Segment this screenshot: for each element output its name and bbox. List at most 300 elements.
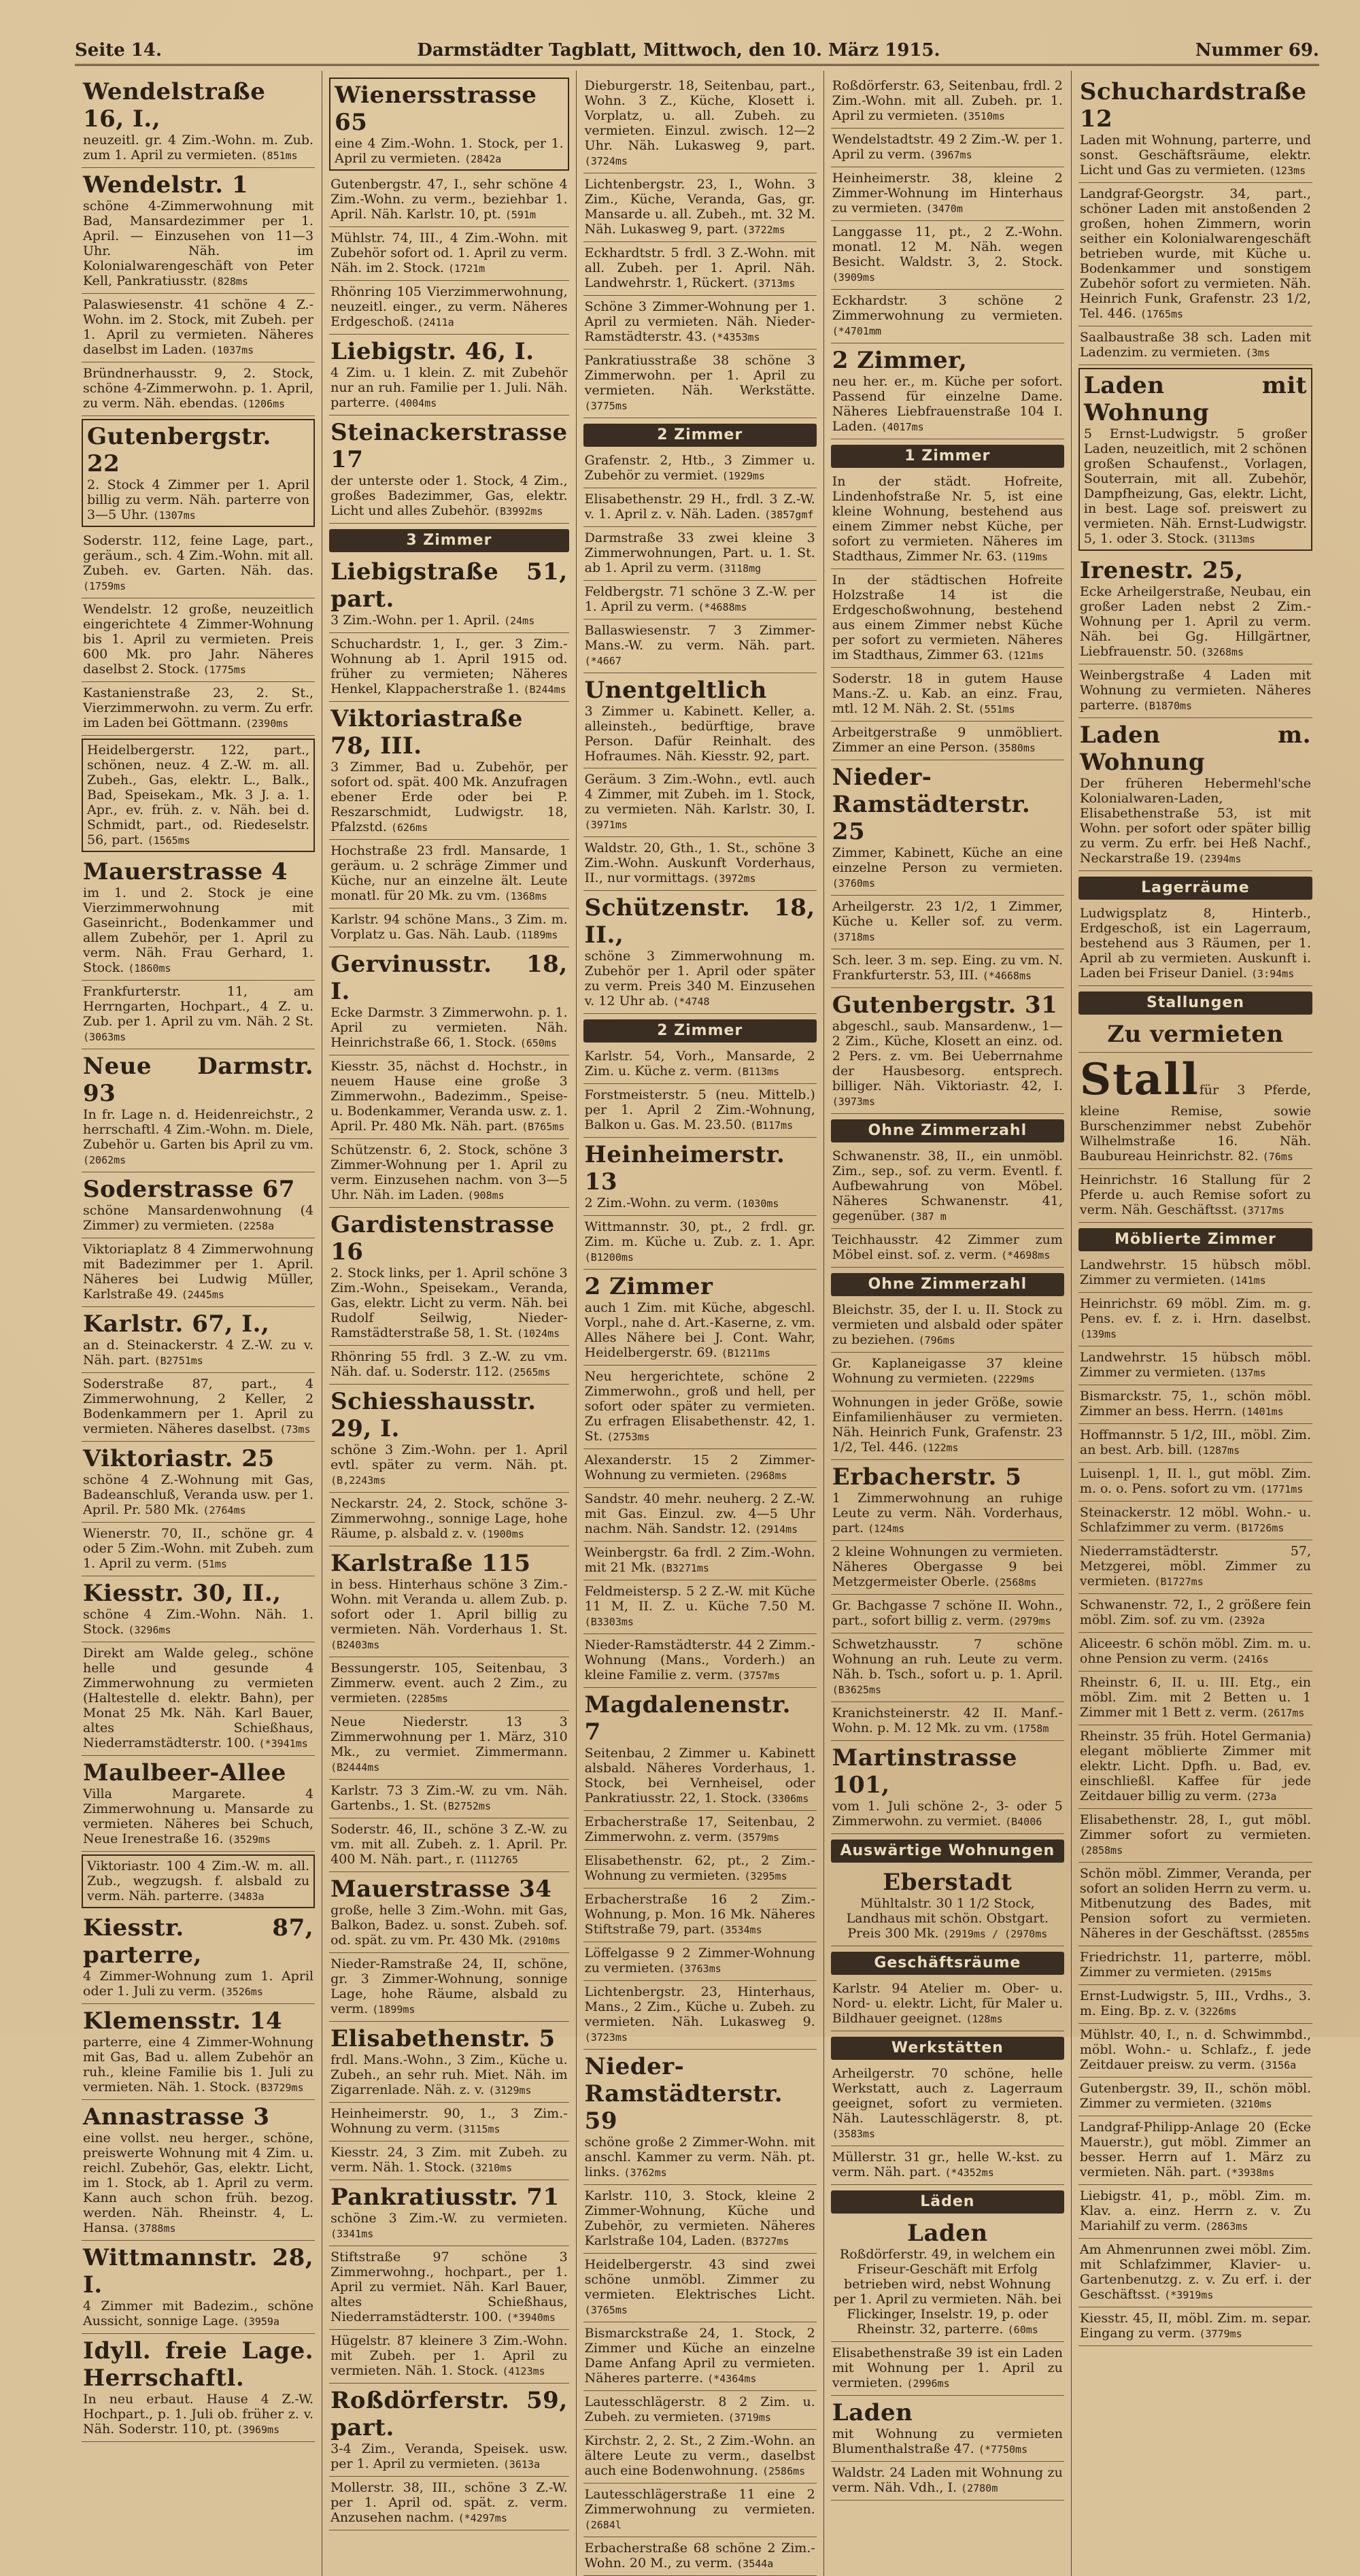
ad-reference-code: (3470m [925,203,963,215]
classified-ad [82,1523,315,1576]
ad-reference-code: (3775ms [584,400,628,412]
ad-text: Nieder-Ramstädterstr. 44 2 Zimm.-Wohnung (Mans., Vorderh.) an kleine Familie z. verm. [584,1638,815,1682]
ad-headline: Klemensstr. 14 [83,2007,283,2035]
ad-reference-code: (2062ms [83,1154,126,1166]
ad-reference-code: (2586ms [762,2465,806,2477]
ad-text: Zimmer, Kabinett, Küche an eine einzelne Person zu vermieten. [832,845,1063,875]
ad-text: Ernst-Ludwigstr. 5, III., Vrdhs., 3. m. Eing. Bp. z. v. [1079,1988,1311,2018]
classified-ad [329,2022,569,2103]
ad-text: Karlstr. 94 Atelier m. Ober- u. Nord- u. elektr. Licht, für Maler u. Bildhauer geeignet. [832,1981,1063,2026]
ad-reference-code: (2915ms [1229,1967,1272,1979]
ad-text: Bessungerstr. 105, Seitenbau, 3 Zimmerw. event. auch 2 Zim., zu vermieten. [330,1661,568,1706]
ad-reference-code: (2445ms [181,1289,224,1301]
classified-ad [1078,2116,1312,2185]
ad-text: Soderstr. 112, feine Lage, part., geräum., sch. 4 Zim.-Wohn. mit all. Zubeh. ev. Garten. Näh. das. [83,533,314,578]
ad-reference-code: (B4006 [1005,1816,1042,1828]
ad-reference-code: (1206ms [241,398,286,410]
ad-text: Feldbergstr. 71 schöne 3 Z.-W. per 1. April zu verm. [584,584,815,614]
classified-ad [831,167,1064,221]
classified-ad [82,1172,315,1238]
classified-ad [82,362,315,416]
ad-reference-code: (3268ms [1200,646,1244,658]
ad-reference-code: (1030ms [736,1198,779,1210]
ad-reference-code: (2411a [417,316,454,328]
ad-text: Teichhausstr. 42 Zimmer zum Möbel einst. sof. z. verm. [832,1232,1063,1262]
ad-reference-code: (3063ms [83,1031,126,1043]
issue-number: Nummer 69. [1195,40,1319,61]
ad-reference-code: (1112765 [469,1854,518,1866]
ad-reference-code: (B3625ms [832,1684,882,1696]
classified-ad [1078,1633,1312,1672]
ad-text: Lautesschlägerstr. 8 2 Zim. u. Zubeh. zu vermieten. [584,2394,815,2424]
classified-ad [583,1366,817,1449]
ad-reference-code: (76ms [1262,1151,1293,1163]
classified-ad [82,168,315,294]
ad-headline: Roßdörferstr. 59, part. [330,2387,568,2441]
ad-text: schöne große 2 Zimmer-Wohn. mit anschl. Kammer zu verm. Näh. pt. links. [584,2135,815,2180]
ad-text: Weinbergstr. 6a frdl. 2 Zim.-Wohn. mit 21 Mk. [584,1545,815,1575]
classified-ad [1078,2307,1312,2346]
ad-reference-code: (551ms [978,703,1015,715]
ad-text: Elisabethenstr. 29 H., frdl. 3 Z.-W. v. 1. April z. v. Näh. Laden. [584,492,815,522]
ad-reference-code: (73ms [279,1423,311,1436]
classified-ad [583,1216,817,1270]
ad-text: 2. Stock links, per 1. April schöne 3 Zim.-Wohn., Speisekam., Veranda, Gas, elektr. Licht zu verm. Näh. bei Rudolf Seilwig, Nieder-Ramstädterstraße 58, 1. St. [330,1266,568,1340]
classified-ad [583,1850,817,1888]
classified-ad [82,1307,315,1373]
ad-text: Erbacherstraße 16 2 Zim.-Wohnung, p. Mon. 16 Mk. Näheres Stiftstraße 79, part. [584,1892,815,1937]
ad-reference-code: (B3271ms [660,1562,709,1574]
classified-ad [1078,1424,1312,1463]
ad-text: Forstmeisterstr. 5 (neu. Mittelb.) per 1. April 2 Zim.-Wohnung, Balkon u. Gas. M. 23.50. [584,1087,815,1132]
ad-text: Heinheimerstr. 38, kleine 2 Zimmer-Wohnung im Hinterhaus zu vermieten. [832,171,1063,216]
ad-reference-code: (3296ms [128,1624,171,1636]
ad-reference-code: (B1211ms [721,1347,770,1359]
ad-text: Landwehrstr. 15 hübsch möbl. Zimmer zu vermieten. [1079,1350,1311,1380]
ad-headline: Schuchardstraße 12 [1079,78,1307,133]
ad-reference-code: (1900ms [481,1528,524,1540]
classified-ad [583,1084,817,1138]
ad-reference-code: (2229ms [991,1373,1035,1385]
classified-ad [583,1045,817,1084]
classified-ad [1078,1053,1312,1169]
ad-reference-code: (1307ms [152,509,196,522]
ad-reference-code: (3306ms [766,1793,809,1805]
classified-ad [329,555,569,633]
classified-ad [329,2384,569,2477]
ad-reference-code: (3718ms [832,931,875,943]
classified-ad [1078,1946,1312,1985]
ad-reference-code: (3719ms [728,2411,771,2424]
classified-ad [583,581,817,620]
ad-reference-code: (2979ms [1008,1615,1051,1627]
section-heading: Ohne Zimmerzahl [831,1273,1064,1296]
section-heading: Möblierte Zimmer [1078,1228,1312,1251]
ad-reference-code: (3483a [227,1891,265,1903]
classified-ad [831,988,1064,1114]
ad-text: Landgraf-Philipp-Anlage 20 (Ecke Mauerstr.), gut möbl. Zimmer an besser. Herrn auf 1. März zu vermieten. Näh. part. [1079,2120,1311,2180]
ad-reference-code: (139ms [1079,1328,1117,1340]
ad-reference-code: (3967ms [929,149,972,161]
ad-reference-code: (3115ms [457,2123,500,2135]
classified-ad [1078,1293,1312,1346]
ad-headline: Gardistenstrasse 16 [330,1211,555,1266]
ad-text: Hochstraße 23 frdl. Mansarde, 1 geräum. u. 2 schräge Zimmer und Küche, nur an einzelne ält. Leute monatl. für 20 Mk. zu vm. [330,843,568,903]
classified-ad [583,1138,817,1216]
ad-reference-code: (3210ms [1229,2098,1272,2110]
classified-ad [583,837,817,891]
section-heading: 3 Zimmer [329,529,569,552]
ad-text: Neckarstr. 24, 2. Stock, schöne 3-Zimmerwohng., sonnige Lage, hohe Räume, p. alsbald z. v. [330,1496,568,1541]
classified-ad [1078,1385,1312,1424]
ad-reference-code: (*4364ms [707,2373,757,2385]
classified-ad [329,2180,569,2246]
column-3 [577,71,824,2576]
ad-text: Am Ahmenrunnen zwei möbl. Zim. mit Schlafzimmer, Klavier- u. Gartenbenutzg. z. v. Zu erf. i. der Geschäftsst. [1079,2242,1311,2302]
classified-ad [329,947,569,1055]
section-heading: Geschäftsräume [831,1952,1064,1975]
classified-ad [82,294,315,362]
classified-ad [583,173,817,242]
classified-ad [1078,718,1312,871]
ad-headline: Mauerstrasse 34 [330,1876,552,1903]
ad-reference-code: (3717ms [1241,1204,1285,1217]
ad-reference-code: (3534ms [719,1924,762,1936]
classified-ad [831,1541,1064,1595]
classified-ad [1078,554,1312,664]
section-heading: Auswärtige Wohnungen [831,1840,1064,1863]
ad-headline: Laden mit Wohnung [1083,372,1307,426]
ad-reference-code: (B1200ms [584,1251,634,1264]
ad-text: Ecke Arheilgerstraße, Neubau, ein großer Laden nebst 2 Zim.-Wohnung per 1. April zu verm. Näh. bei Gg. Hillgärtner, Liebfrauenstr. 50. [1079,584,1311,659]
ad-headline: Soderstrasse 67 [83,1176,295,1203]
classified-ad [1078,2185,1312,2239]
classified-ad [583,1688,817,1811]
section-heading: Ohne Zimmerzahl [831,1119,1064,1142]
ad-reference-code: (123ms [1269,165,1306,177]
ad-reference-code: (3226ms [1193,2005,1237,2018]
ad-text: Palaswiesenstr. 41 schöne 4 Z.-Wohn. im 2. Stock, mit Zubeh. per 1. April zu vermieten. Näheres daselbst im Laden. [83,297,314,357]
classified-ad [1078,1502,1312,1540]
ad-reference-code: (1565ms [147,834,190,847]
classified-ad [583,2537,817,2576]
classified-ad [583,2484,817,2537]
ad-reference-code: (2910ms [517,1935,561,1947]
ad-text: Neu hergerichtete, schöne 2 Zimmerwohn., groß und hell, per sofort oder später zu vermieten. Zu erfragen Elisabethenstr. 42, 1. St. [584,1369,815,1444]
classified-ad [329,1872,569,1953]
ad-reference-code: (B765ms [522,1121,565,1133]
classified-ad [329,78,569,171]
ad-reference-code: (2764ms [203,1504,246,1516]
ad-text: Rhönring 105 Vierzimmerwohnung, neuzeitl. einger., zu verm. Näheres Erdgeschoß. [330,284,568,329]
ad-text: Elisabethenstraße 39 ist ein Laden mit Wohnung per 1. April zu vermieten. [832,2345,1063,2390]
classified-ad [831,2063,1064,2146]
classified-ad [583,350,817,418]
classified-ad [831,722,1064,760]
ad-reference-code: (3579ms [736,1831,780,1844]
ad-reference-code: (3:94ms [1251,968,1295,980]
ad-text: Ballaswiesenstr. 7 3 Zimmer-Mans.-W. zu verm. Näh. part. [584,623,815,653]
ad-reference-code: (3544a [736,2558,774,2570]
ad-reference-code: (1929ms [721,470,765,482]
classified-ad [1078,1540,1312,1594]
ad-reference-code: (2753ms [607,1431,650,1443]
ad-text: Eckhardstr. 3 schöne 2 Zimmerwohnung zu vermieten. [832,293,1063,323]
classified-ad [329,2246,569,2330]
ad-headline: Gutenbergstr. 22 [87,423,271,477]
classified-ad [583,891,817,1014]
ad-headline: 2 Zimmer, [832,347,968,374]
ad-text: Wendelstadtstr. 49 2 Zim.-W. per 1. April zu verm. [832,132,1063,162]
classified-ad [329,1055,569,1139]
classified-ad [583,296,817,350]
ad-reference-code: (B2752ms [441,1800,491,1812]
ad-text: für 3 Pferde, kleine Remise, sowie Burschenzimmer nebst Zubehör Wilhelmstraße 16. Näh. Baubureau Heinrichstr. 82. [1079,1083,1311,1164]
ad-text: neu her. er., m. Küche per sofort. Passend für einzelne Dame. Näheres Liebfrauenstraße 104 I. Laden. [832,374,1063,434]
ad-headline: Gutenbergstr. 31 [832,992,1058,1019]
classified-ad [82,739,315,852]
ad-text: Sandstr. 40 mehr. neuherg. 2 Z.-W. mit Gas. Einzul. zw. 4—5 Uhr nachm. Näh. Sandstr. 12. [584,1491,815,1536]
ad-text: Karlstr. 73 3 Zim.-W. zu vm. Näh. Gartenbs., 1. St. [330,1783,568,1813]
classified-ad [831,1978,1064,2031]
classified-ad [82,1049,315,1172]
classified-ad [583,2430,817,2484]
ad-text: Schwetzhausstr. 7 schöne Wohnung an ruh. Leute zu verm. Näh. b. Tsch., sofort u. p. 1. April. [832,1637,1063,1682]
ad-reference-code: (1037ms [210,344,254,356]
ad-text: Müllerstr. 31 gr., helle W.-kst. zu verm. Näh. part. [832,2150,1063,2180]
ad-text: Gr. Bachgasse 7 schöne II. Wohn., part., sofort billig z. verm. [832,1598,1063,1628]
ad-headline: Wittmannstr. 28, I. [83,2244,314,2299]
ad-text: Rhönring 55 frdl. 3 Z.-W. zu vm. Näh. daf. u. Soderstr. 112. [330,1349,568,1379]
ad-reference-code: (2258a [237,1220,275,1232]
ad-text: Schwanenstr. 38, II., ein unmöbl. Zim., sep., sof. zu verm. Eventl. f. Aufbewahrung von Möbel. Näheres Schwanenstr. 41, gegenüber. [832,1149,1063,1223]
classified-ad [329,1346,569,1385]
ad-reference-code: (2392a [1227,1614,1265,1627]
classified-ad [1078,1169,1312,1223]
classified-ad [329,702,569,840]
classified-ad [831,1595,1064,1633]
ad-text: Villa Margarete. 4 Zimmerwohnung u. Mansarde zu vermieten. Näheres bei Schuch, Neue Irenestraße 16. [83,1786,314,1846]
classified-ad [329,1139,569,1208]
ad-text: Heidelbergerstr. 122, part., schönen, neuz. 4 Z.-W. m. all. Zubeh., Gas, elektr. L., Balk., Bad, Speisekam., Mk. 3 J. a. 1. Apr., ev. früh. z. v. Näh. bei d. Schmidt, part., od. Riedeselstr. 56, part. [87,743,310,847]
classified-ad [82,1756,315,1852]
ad-text: Wittmannstr. 30, pt., 2 frdl. gr. Zim. m. Küche u. Zub. z. 1. Apr. [584,1219,815,1249]
ad-text: Heinrichstr. 16 Stallung für 2 Pferde u. auch Remise sofort zu verm. Näh. Geschäftsst. [1079,1172,1311,1217]
ad-text: Frankfurterstr. 11, am Herrngarten, Hochpart., 4 Z. u. Zub. per 1. April zu vm. Näh. 2 St. [83,984,314,1029]
ad-reference-code: (*4748 [673,996,710,1008]
ad-reference-code: (591m [505,209,536,221]
classified-ad [583,673,817,768]
ad-headline: Karlstr. 67, I., [83,1310,270,1338]
ad-headline: Zu vermieten [1107,1021,1284,1048]
ad-text: Wohnungen in jeder Größe, sowie Einfamilienhäuser zu vermieten. Näh. Heinrich Funk, Grafenstr. 23 1/2, Tel. 446. [832,1395,1063,1455]
ad-reference-code: (3788ms [133,2222,176,2235]
ad-reference-code: (1024ms [516,1327,560,1340]
classified-ad [82,75,315,168]
ad-reference-code: (B1726ms [1235,1522,1285,1534]
ad-reference-code: (2684l [584,2519,622,2531]
ad-reference-code: (3118mg [717,562,762,575]
ad-text: Heidelbergerstr. 43 sind zwei schöne unmöbl. Zimmer zu vermieten. Elektrisches Licht. [584,2257,815,2302]
ad-text: schöne 4 Zim.-Wohn. Näh. 1. Stock. [83,1607,314,1637]
classified-ad [82,682,315,736]
ad-text: Kiesstr. 45, II, möbl. Zim. m. separ. Eingang zu verm. [1079,2311,1311,2341]
ad-text: 3 Zimmer u. Kabinett. Keller, a. alleinsteh., bedürftige, brave Person. Dafür Reinhalt. des Hofraumes. Näh. Kiesstr. 92, part. [584,704,815,764]
ad-headline: Eberstadt [883,1869,1013,1896]
ad-reference-code: (*4667 [584,655,622,667]
ad-text: Roßdörferstr. 63, Seitenbau, frdl. 2 Zim.-Wohn. mit all. Zubeh. pr. 1. April zu vermieten. [832,78,1063,123]
ad-reference-code: (3510ms [962,110,1006,122]
ad-text: Erbacherstraße 17, Seitenbau, 2 Zimmerwohn. z. verm. [584,1814,815,1844]
ad-text: Direkt am Walde geleg., schöne helle und gesunde 4 Zimmerwohnung zu vermieten (Haltestelle d. elektr. Bahn), per Monat 25 Mk. Näh. Karl Bauer, altes Schießhaus, Niederramstädterstr. 100. [83,1646,314,1750]
classified-ad [831,896,1064,949]
ad-reference-code: (2968ms [744,1470,787,1482]
classified-ad [831,1299,1064,1353]
ad-reference-code: (2855ms [1266,1928,1310,1940]
ad-text: Waldstr. 20, Gth., 1. St., schöne 3 Zim.-Wohn. Auskunft Vorderhaus, II., nur vormittags. [584,841,815,885]
ad-reference-code: (*4352ms [945,2167,994,2179]
ad-reference-code: (3972ms [713,872,756,885]
ad-reference-code: (B3729ms [254,2082,304,2094]
ad-text: eine 4 Zim.-Wohn. 1. Stock, per 1. April zu vermieten. [335,136,564,166]
classified-ad [583,450,817,488]
ad-reference-code: (2863ms [1205,2220,1248,2233]
ad-reference-code: (3583ms [832,2128,875,2140]
ad-headline: Maulbeer-Allee [83,1759,286,1786]
classified-ad [1078,1254,1312,1293]
ad-headline: Annastrasse 3 [83,2103,270,2131]
ad-text: Schön möbl. Zimmer, Veranda, per sofort an soliden Herrn zu verm. u. Mitbenutzung des Bades, mit Pension sofort zu vermieten. Näheres in der Geschäftsst. [1079,1866,1311,1941]
classified-ad [831,471,1064,569]
classified-ad [1078,1346,1312,1385]
ad-text: vom 1. Juli schöne 2-, 3- oder 5 Zimmerwohn. zu vermiet. [832,1799,1063,1829]
section-heading: 1 Zimmer [831,445,1064,468]
classified-ad [583,1542,817,1580]
ad-text: Liebigstr. 41, p., möbl. Zim. m. Klav. a. einz. Herrn z. v. Zu Mariahilf zu verm. [1079,2188,1311,2233]
ad-reference-code: (B244ms [523,683,566,696]
ad-text: Dieburgerstr. 18, Seitenbau, part., Wohn. 3 Z., Küche, Klosett i. Vorplatz, u. all. Zubeh. zu vermieten. Einzul. zwisch. 12—2 Uhr. Näh. Lukasweg 9, part. [584,78,815,153]
ad-text: 2 kleine Wohnungen zu vermieten. Näheres Obergasse 9 bei Metzgermeister Oberle. [832,1544,1063,1589]
ad-reference-code: (3613a [503,2458,541,2471]
ad-reference-code: (121ms [1007,649,1044,662]
ad-reference-code: (1860ms [128,962,171,975]
ad-reference-code: (3969ms [236,2424,280,2436]
ad-reference-code: (3757ms [737,1670,781,1682]
classified-ad [1078,326,1312,365]
section-heading: 2 Zimmer [583,424,817,447]
ad-reference-code: (B3727ms [740,2235,789,2248]
ad-text: In der städtischen Hofreite Holzstraße 14 ist die Erdgeschoßwohnung, bestehend aus einem Zimmer nebst Küche per sofort zu vermieten. Näheres im Stadthaus, Zimmer 63. [832,573,1063,662]
classified-ad [831,75,1064,129]
classified-ad [82,1642,315,1756]
classified-ad [583,2391,817,2430]
classified-ad [583,488,817,527]
ad-reference-code: (3156a [1259,2059,1297,2071]
ad-reference-code: (B2444ms [330,1761,380,1774]
ad-reference-code: (2390ms [245,717,289,730]
ad-reference-code: (3341ms [330,2228,374,2240]
classified-ad [1078,1985,1312,2024]
classified-ad [1078,2239,1312,2307]
ad-reference-code: (4123ms [502,2365,545,2377]
ad-reference-code: (*4701mm [832,325,882,337]
classified-columns [75,71,1319,2571]
ad-text: Soderstraße 87, part., 4 Zimmerwohnung, 2 Keller, 2 Bodenkammern per 1. April zu vermieten. Näheres daselbst. [83,1376,314,1436]
page-number: Seite 14. [75,40,163,61]
ad-text: Ludwigsplatz 8, Hinterb., Erdgeschoß, ist ein Lagerraum, bestehend aus 3 Räumen, per 1. April ab zu vermieten. Auskunft i. Laden bei Friseur Daniel. [1079,906,1311,981]
ad-reference-code: (B2403ms [330,1639,380,1651]
classified-ad [583,1942,817,1981]
ad-text: In fr. Lage n. d. Heidenreichstr., 2 herrschaftl. 4 Zim.-Wohn. m. Diele, Zubehör u. Garten bis April zu vm. [83,1107,314,1152]
ad-reference-code: (2285ms [405,1693,448,1705]
classified-ad [1078,75,1312,183]
ad-reference-code: (3971ms [584,819,628,831]
ad-text: Nieder-Ramstraße 24, II, schöne, gr. 3 Zimmer-Wohnung, sonnige Lage, hohe Räume, alsbald zu verm. [330,1956,568,2016]
ad-reference-code: (1401ms [1240,1406,1284,1418]
ad-text: Arbeitgerstraße 9 unmöbliert. Zimmer an eine Person. [832,725,1063,755]
classified-ad [329,633,569,702]
classified-ad [329,840,569,909]
ad-text: 1 Zimmerwohnung an ruhige Leute zu verm. Näh. Vorderhaus, part. [832,1491,1063,1536]
ad-reference-code: (796ms [918,1334,955,1346]
classified-ad [82,2100,315,2241]
classified-ad [831,1353,1064,1391]
ad-headline: Neue Darmstr. 93 [83,1053,314,1107]
classified-ad [831,760,1064,896]
classified-ad [1078,1863,1312,1946]
classified-ad [329,335,569,416]
ad-text: Kastanienstraße 23, 2. St., Vierzimmerwohn. zu verm. Zu erfr. im Laden bei Göttmann. [83,685,314,730]
ad-reference-code: (122ms [921,1442,959,1454]
classified-ad [82,981,315,1049]
ad-reference-code: (2858ms [1079,1844,1123,1857]
classified-ad [583,620,817,673]
ad-reference-code: (B3303ms [584,1616,634,1628]
classified-ad [329,1711,569,1780]
ad-text: 4 Zimmer-Wohnung zum 1. April oder 1. Juli zu verm. [83,1969,314,1999]
classified-ad [831,668,1064,722]
classified-ad [583,75,817,173]
classified-ad [329,1780,569,1818]
ad-headline: Unentgeltlich [584,677,767,704]
classified-ad [82,2241,315,2334]
ad-reference-code: (24ms [504,615,535,627]
classified-ad [329,909,569,947]
ad-reference-code: (650ms [520,1037,557,1049]
ad-reference-code: (3857gmf [764,509,814,521]
classified-ad [1078,1594,1312,1633]
classified-ad [82,1854,315,1908]
ad-reference-code: (1721m [448,262,486,275]
ad-reference-code: (3763ms [678,1963,721,1975]
ad-text: 5 Ernst-Ludwigstr. 5 großer Laden, neuzeitlich, mit 2 schönen großen Schaufenst., Vorlagen, Souterrain, mit all. Zubehör, Dampfheizung, Gas, elektr. Licht, in best. Lage sof. preiswert zu vermieten. Näh. Ernst-Ludwigstr. 5, 1. oder 3. Stock. [1083,426,1307,546]
ad-reference-code: (3713ms [752,277,796,290]
ad-text: In neu erbaut. Hause 4 Z.-W. Hochpart., p. 1. Juli ob. früher z. v. Näh. Soderstr. 110, pt. [83,2392,314,2437]
ad-reference-code: (1759ms [83,580,126,592]
classified-ad [1078,902,1312,986]
ad-reference-code: (*4698ms [1001,1249,1051,1261]
ad-text: Arheilgerstr. 70 schöne, helle Werkstatt, auch z. Lagerraum geeignet, sofort zu vermieten. Näh. Lautesschlägerstr. 8, pt. [832,2066,1063,2126]
classified-ad [329,2141,569,2180]
ad-text: Heinheimerstr. 90, 1., 3 Zim.-Wohnung zu verm. [330,2106,568,2136]
ad-headline: Heinheimerstr. 13 [584,1141,785,1196]
classified-ad [831,2216,1064,2342]
ad-text: Der früheren Hebermehl'sche Kolonialwaren-Laden, Elisabethenstraße 53, ist mit Wohn. per sofort oder später billig zu verm. Zu erfr. bei Heß Nachf., Neckarstraße 19. [1079,776,1311,866]
ad-text: schöne 4-Zimmerwohnung mit Bad, Mansardezimmer per 1. April. — Einzusehen von 11—3 Uhr. Näh. im Kolonialwarengeschäft von Peter Kell, Pankratiusstr. [83,199,314,288]
classified-ad [82,1373,315,1442]
classified-ad [82,1238,315,1307]
ad-text: Bismarckstraße 24, 1. Stock, 2 Zimmer und Küche an einzelne Dame Anfang April zu vermieten. Näheres parterre. [584,2326,815,2386]
